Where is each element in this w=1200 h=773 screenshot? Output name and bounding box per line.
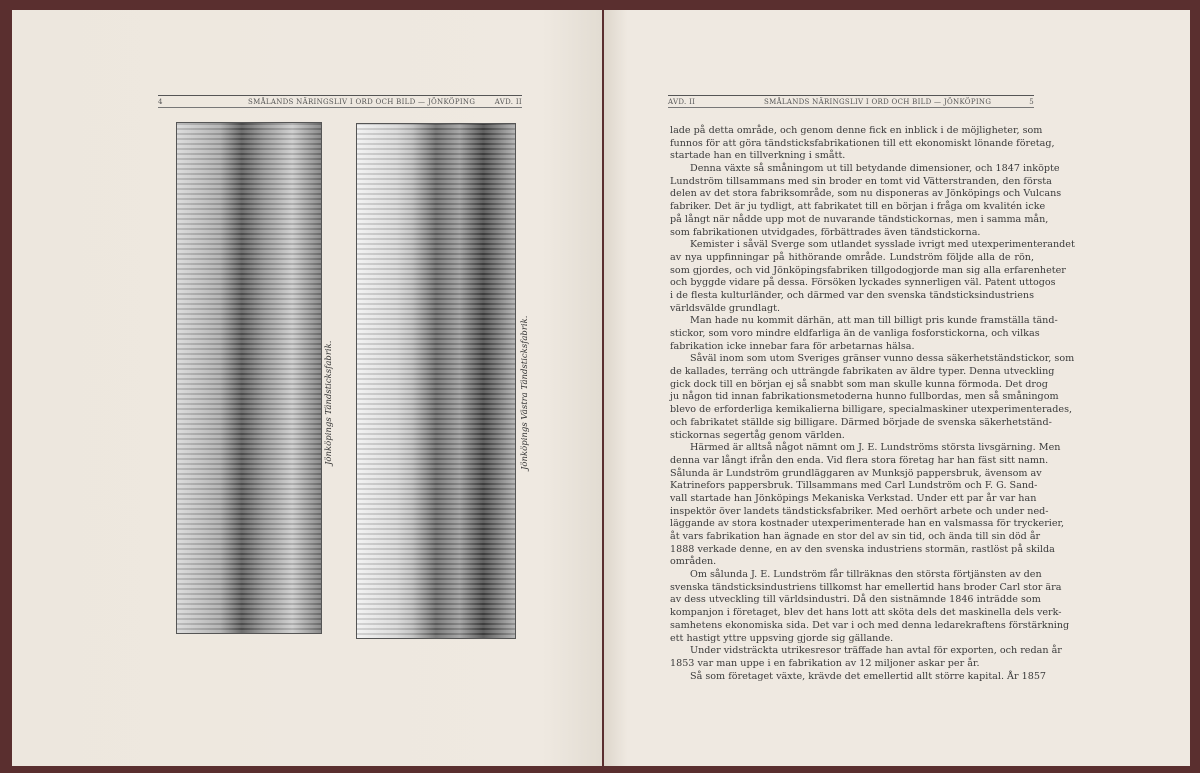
text-line: ett hastigt yttre uppsving gjorde sig gällande. <box>670 632 894 644</box>
text-line: på långt när nådde upp mot de nuvarande tändstickornas, men i samma mån, <box>670 213 1049 225</box>
text-line: lade på detta område, och genom denne fick en inblick i de möjligheter, som <box>670 125 1043 136</box>
section-label: AVD. II <box>668 98 696 106</box>
text-line: kompanjon i företaget, blev det hans lott att sköta dels det maskinella dels verk- <box>670 607 1062 619</box>
factory-illustration <box>356 123 516 639</box>
text-line: startade han en tillverkning i smått. <box>670 150 846 162</box>
text-line: och fabrikatet ställde sig billigare. Därmed började de svenska säkerhetständ- <box>670 416 1052 428</box>
text-line: de kallades, terräng och utträngde fabrikaten av äldre typer. Denna utveckling <box>670 366 1055 378</box>
text-line: som fabrikationen utvidgades, förbättrades även tändstickorna. <box>670 226 981 238</box>
text-line: ju någon tid innan fabrikationsmetoderna hunno fullbordas, men så småningom <box>670 391 1059 403</box>
body-text <box>670 125 1075 683</box>
text-line: svenska tändsticksindustriens tillkomst har emellertid hans broder Carl stor ära <box>670 581 1062 593</box>
text-line: åt vars fabrikation han ägnade en stor del av sin tid, och ända till sin död år <box>670 531 1041 542</box>
text-line: samhetens ekonomiska sida. Det var i och med denna ledarekraftens förstärkning <box>670 619 1070 631</box>
text-line: blevo de erforderliga kemikalierna billigare, specialmaskiner utexperimenterades, <box>670 404 1073 416</box>
text-line: 1853 var man uppe i en fabrikation av 12 miljoner askar per år. <box>670 657 980 669</box>
text-line: Kemister i såväl Sverge som utlandet sysslade ivrigt med utexperimenterandet <box>690 239 1075 251</box>
text-line: fabriker. Det är ju tydligt, att fabrikatet till en början i fråga om kvalitén icke <box>670 201 1046 213</box>
text-line: och byggde vidare på dessa. Försöken lyckades synnerligen väl. Patent uttogos <box>670 277 1056 289</box>
text-line: läggande av stora kostnader utexperimenterade han en valsmassa för tryckerier, <box>670 518 1065 530</box>
left-page <box>12 10 602 766</box>
text-line: av nya uppfinningar på hithörande område. Lundström följde alla de rön, <box>670 251 1034 263</box>
text-line: vall startade han Jönköpings Mekaniska Verkstad. Under ett par år var han <box>670 492 1037 504</box>
text-line: världsvälde grundlagt. <box>670 302 780 314</box>
text-line: funnos för att göra tändsticksfabrikationen till ett ekonomiskt lönande företag, <box>670 137 1055 149</box>
text-line: Man hade nu kommit därhän, att man till billigt pris kunde framställa tänd- <box>690 315 1058 327</box>
illustration-caption: Jönköpings Västra Tändsticksfabrik. <box>520 315 530 470</box>
text-line: i de flesta kulturländer, och därmed var den svenska tändsticksindustriens <box>670 289 1034 301</box>
text-line: denna var långt ifrån den enda. Vid flera stora företag har han fäst sitt namn. <box>670 454 1049 466</box>
text-line: 1888 verkade denne, en av den svenska industriens stormän, rastlöst på skilda <box>670 543 1055 555</box>
text-line: Katrinefors pappersbruk. Tillsammans med Carl Lundström och F. G. Sand- <box>670 480 1038 492</box>
illustration-caption: Jönköpings Tändsticksfabrik. <box>324 340 334 465</box>
text-line: Såväl inom som utom Sveriges gränser vunno dessa säkerhetständstickor, som <box>690 353 1075 365</box>
page-number: 4 <box>158 98 163 106</box>
text-line: gick dock till en början ej så snabbt som man skulle kunna förmoda. Det drog <box>670 378 1048 390</box>
text-line: inspektör över landets tändsticksfabriker. Med oerhört arbete och under ned- <box>670 505 1049 517</box>
running-header <box>668 95 1034 108</box>
text-line: Om sålunda J. E. Lundström får tillräknas den största förtjänsten av den <box>690 569 1042 581</box>
text-line: Så som företaget växte, krävde det emellertid allt större kapital. År 1857 <box>690 670 1047 682</box>
text-line: Härmed är alltså något nämnt om J. E. Lundströms största livsgärning. Men <box>690 442 1061 454</box>
text-line: som gjordes, och vid Jönköpingsfabriken tillgodogjorde man sig alla erfarenheter <box>670 264 1066 276</box>
text-line: områden. <box>670 556 717 568</box>
text-line: delen av det stora fabriksområde, som nu disponeras av Jönköpings och Vulcans <box>670 188 1062 200</box>
text-line: av dess utveckling till världsindustri. Då den sistnämnde 1846 inträdde som <box>670 594 1041 606</box>
text-line: Sålunda är Lundström grundläggaren av Munksjö pappersbruk, ävensom av <box>670 467 1042 479</box>
text-line: stickor, som voro mindre eldfarliga än de vanliga fosforstickorna, och vilkas <box>670 328 1040 339</box>
running-title: SMÅLANDS NÄRINGSLIV I ORD OCH BILD — JÖNKÖPING <box>248 98 476 106</box>
text-line: Lundström tillsammans med sin broder en tomt vid Vätterstranden, den första <box>670 175 1052 187</box>
running-header <box>158 95 522 108</box>
factory-illustration <box>176 122 322 634</box>
section-label: AVD. II <box>494 98 522 106</box>
text-line: stickornas segertåg genom världen. <box>670 429 845 441</box>
text-line: Denna växte så småningom ut till betydande dimensioner, och 1847 inköpte <box>690 163 1060 175</box>
page-number: 5 <box>1029 98 1034 106</box>
running-title: SMÅLANDS NÄRINGSLIV I ORD OCH BILD — JÖNKÖPING <box>764 98 992 106</box>
text-line: fabrikation icke innebar fara för arbetarnas hälsa. <box>670 340 915 352</box>
text-line: Under vidsträckta utrikesresor träffade han avtal för exporten, och redan år <box>690 645 1062 657</box>
right-page <box>604 10 1190 766</box>
